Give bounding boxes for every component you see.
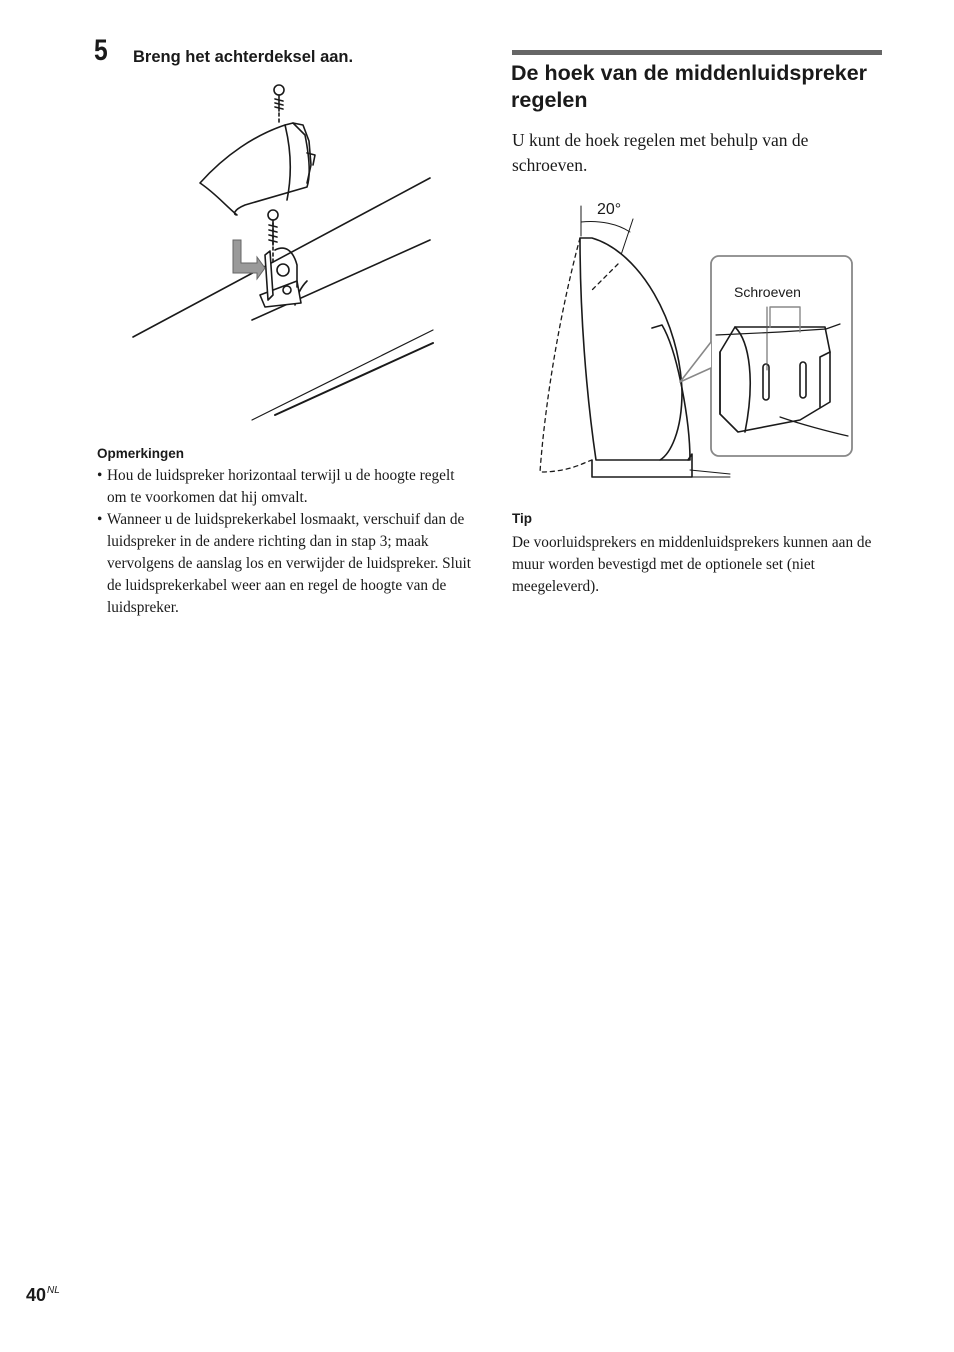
notes-title: Opmerkingen bbox=[97, 446, 185, 461]
page-number-value: 40 bbox=[26, 1285, 47, 1305]
back-cover-illustration bbox=[125, 75, 445, 430]
list-item bbox=[97, 465, 472, 509]
section-rule bbox=[512, 50, 882, 55]
list-item bbox=[97, 509, 472, 619]
step-instruction: Breng het achterdeksel aan. bbox=[133, 48, 354, 66]
page-language: NL bbox=[47, 1285, 60, 1296]
page-number bbox=[26, 1280, 60, 1306]
callout-label: Schroeven bbox=[734, 284, 801, 300]
section-intro: U kunt de hoek regelen met behulp van de schroeven. bbox=[512, 130, 809, 175]
tip-text: De voorluidsprekers en middenluidsprekers kunnen aan de muur worden bevestigd met de optionele set (niet meegeleverd). bbox=[512, 534, 872, 595]
note-text: Wanneer u de luidsprekerkabel losmaakt, verschuif dan de luidspreker in de andere richting dan in stap 3; maak vervolgens de aanslag los en verwijder de luidspreker. Sluit de luidsprekerkabel weer aan en regel de hoogte van de luidspreker. bbox=[107, 511, 472, 616]
tip-title: Tip bbox=[512, 511, 532, 526]
note-text: Hou de luidspreker horizontaal terwijl u de hoogte regelt om te voorkomen dat hij omvalt. bbox=[107, 467, 455, 506]
bullet: • bbox=[97, 467, 103, 484]
section-heading: De hoek van de middenluidspreker regelen bbox=[511, 61, 868, 112]
step-number: 5 bbox=[94, 34, 108, 67]
notes-list bbox=[97, 465, 472, 619]
speaker-angle-illustration bbox=[530, 192, 860, 492]
angle-label: 20° bbox=[597, 201, 622, 218]
bullet: • bbox=[97, 511, 103, 528]
